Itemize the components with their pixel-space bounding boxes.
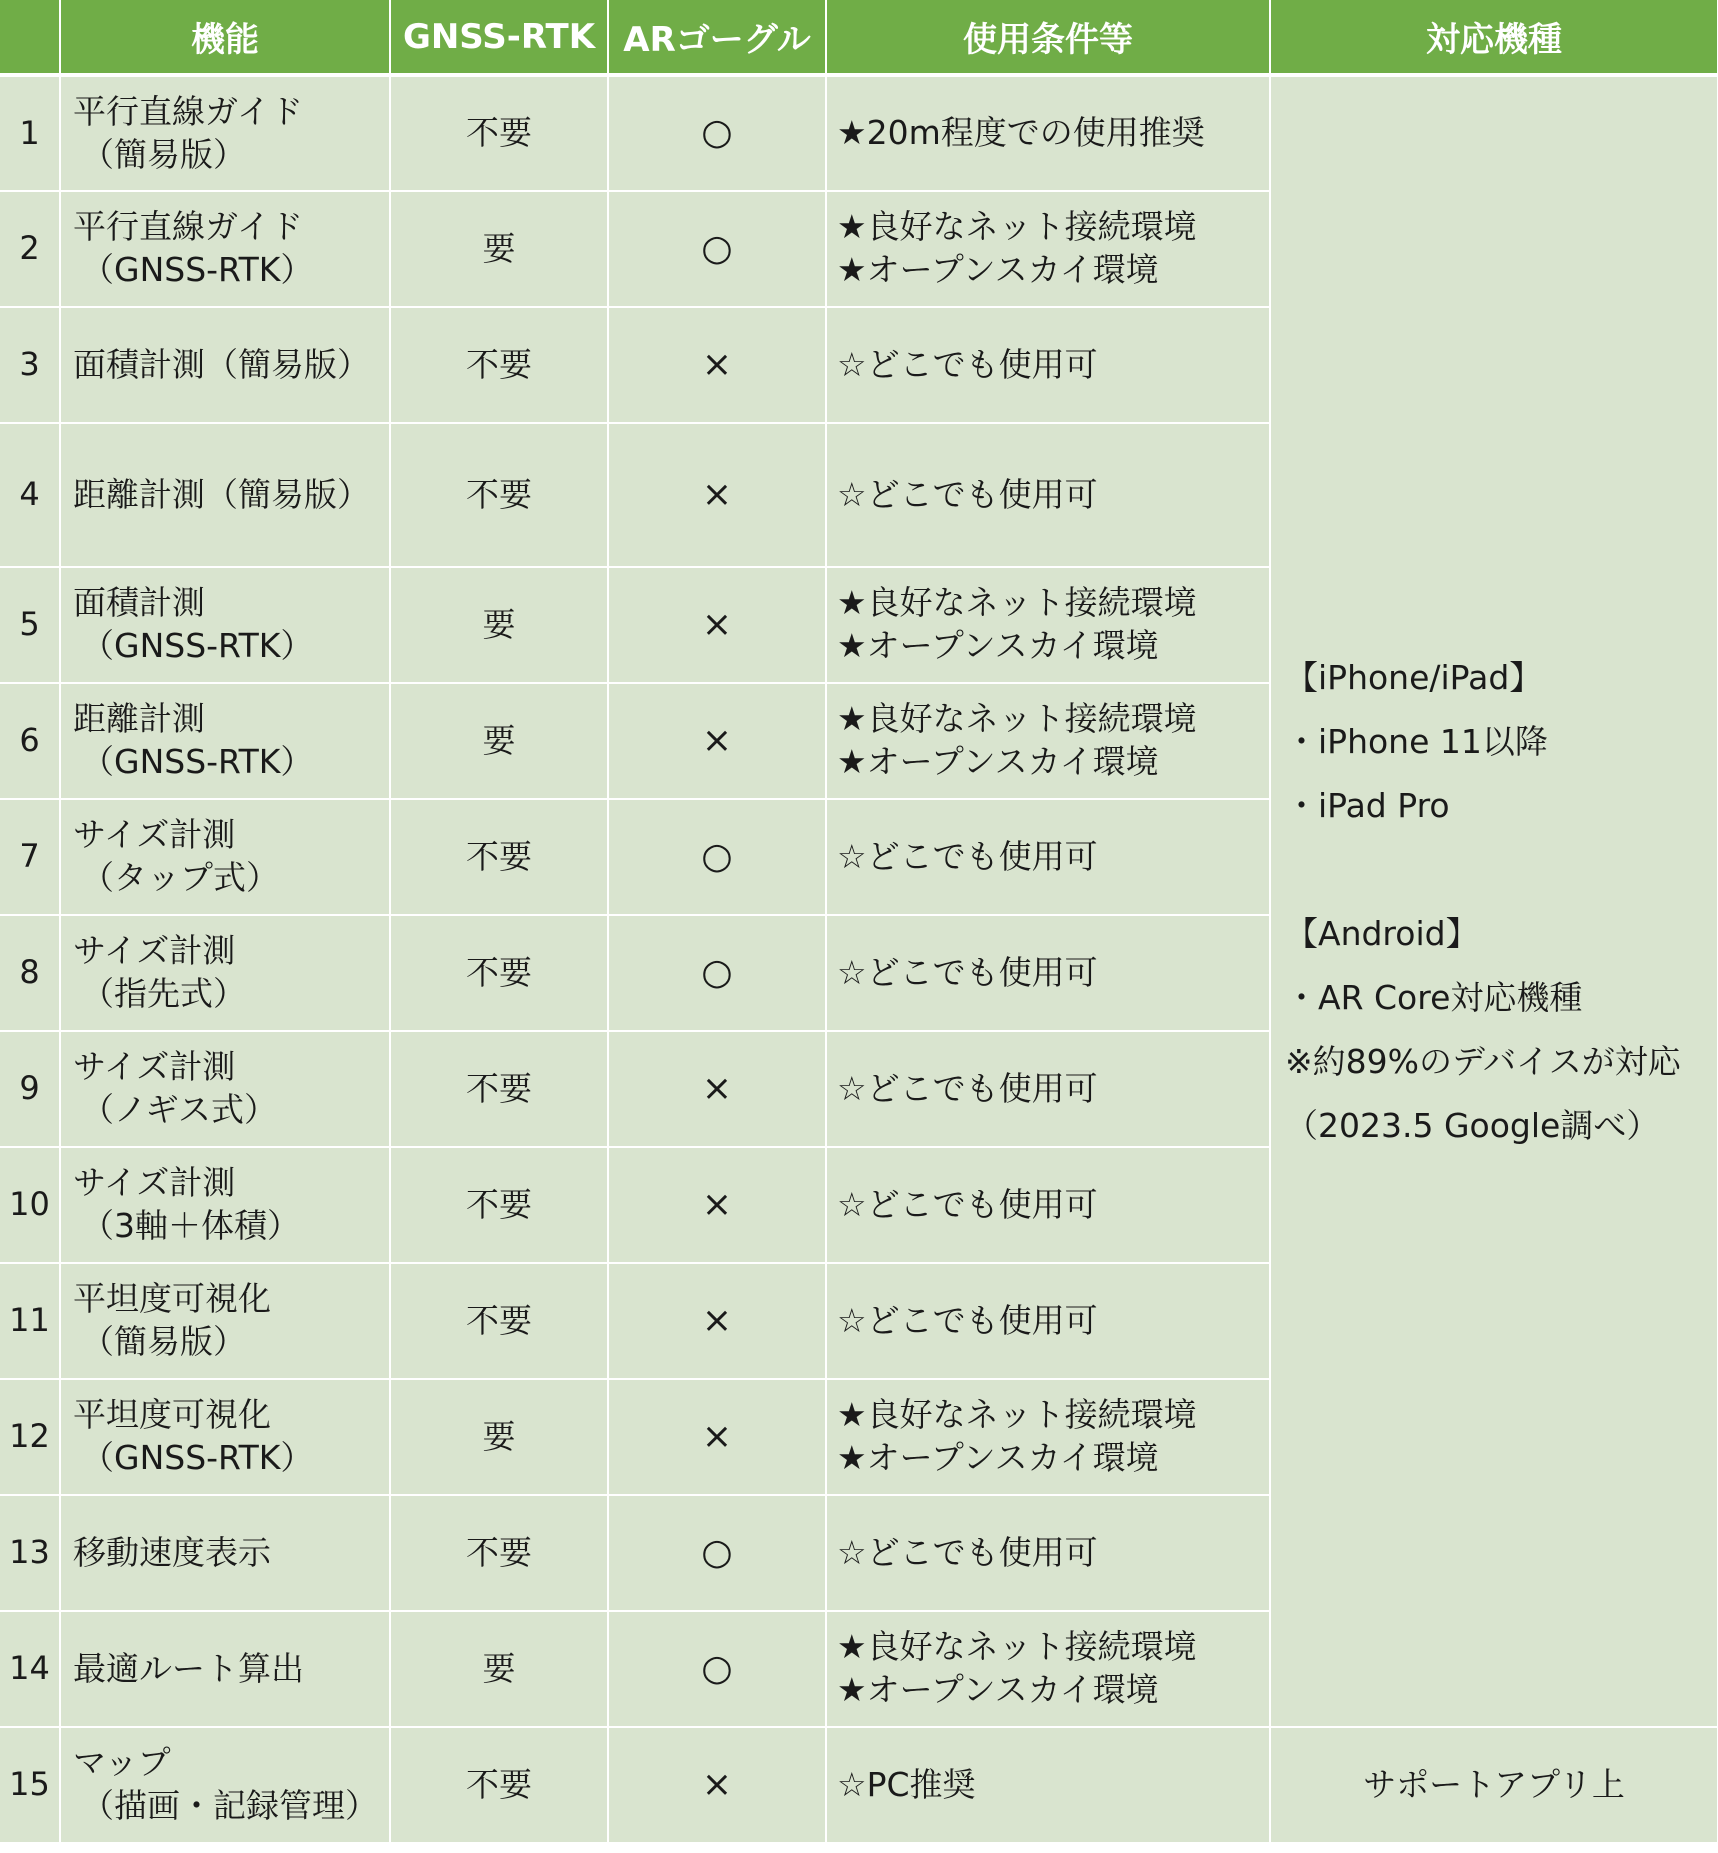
gnss-rtk-requirement: 不要 <box>390 915 608 1031</box>
condition-line: ★良好なネット接続環境 <box>837 1627 1197 1667</box>
function-name-line: （タップ式） <box>81 858 279 897</box>
supported-models-cell <box>1270 75 1718 1727</box>
condition-line: ☆どこでも使用可 <box>837 952 1098 992</box>
function-cell <box>60 1727 390 1843</box>
row-number: 9 <box>0 1031 60 1147</box>
ar-goggles-support: × <box>608 1147 826 1263</box>
usage-conditions <box>826 1727 1270 1843</box>
function-name-line: 平坦度可視化 <box>73 1395 271 1435</box>
ar-goggles-support: × <box>608 307 826 423</box>
header-gnss-rtk: GNSS-RTK <box>390 0 608 75</box>
function-name-line: 平行直線ガイド <box>73 91 304 131</box>
function-cell <box>60 423 390 567</box>
gnss-rtk-requirement: 要 <box>390 683 608 799</box>
gnss-rtk-requirement: 不要 <box>390 307 608 423</box>
header-row <box>0 0 1718 75</box>
function-name-line: （指先式） <box>81 974 246 1013</box>
ar-goggles-support: ○ <box>608 1495 826 1611</box>
function-cell <box>60 1379 390 1495</box>
gnss-rtk-requirement: 要 <box>390 1611 608 1727</box>
ar-goggles-support: × <box>608 1263 826 1379</box>
condition-line: ☆どこでも使用可 <box>837 344 1098 384</box>
condition-line: ☆どこでも使用可 <box>837 1300 1098 1340</box>
function-name-line: 移動速度表示 <box>73 1532 271 1572</box>
function-name-line: （簡易版） <box>81 134 246 174</box>
function-cell <box>60 1495 390 1611</box>
row-number: 13 <box>0 1495 60 1611</box>
row-number: 8 <box>0 915 60 1031</box>
ar-goggles-support: × <box>608 1031 826 1147</box>
gnss-rtk-requirement: 不要 <box>390 423 608 567</box>
condition-line: ★オープンスカイ環境 <box>837 742 1159 781</box>
row-number: 14 <box>0 1611 60 1727</box>
table-row <box>0 75 1718 191</box>
function-name-line: サイズ計測 <box>73 815 236 855</box>
function-name-line: 最適ルート算出 <box>73 1648 304 1688</box>
supported-model-line: ・AR Core対応機種 <box>1285 977 1583 1017</box>
usage-conditions <box>826 423 1270 567</box>
usage-conditions <box>826 683 1270 799</box>
function-name-line: サイズ計測 <box>73 1163 236 1203</box>
function-cell <box>60 799 390 915</box>
condition-line: ★良好なネット接続環境 <box>837 583 1197 623</box>
function-cell <box>60 1263 390 1379</box>
ar-goggles-support: ○ <box>608 915 826 1031</box>
header-conditions: 使用条件等 <box>826 0 1270 75</box>
supported-model-line: ※約89%のデバイスが対応 <box>1285 1041 1681 1081</box>
support-app-note: サポートアプリ上 <box>1270 1727 1718 1843</box>
condition-line: ★良好なネット接続環境 <box>837 1395 1197 1435</box>
function-name-line: （GNSS-RTK） <box>81 250 314 289</box>
header-ar-goggles: ARゴーグル <box>608 0 826 75</box>
condition-line: ★良好なネット接続環境 <box>837 207 1197 247</box>
supported-model-line: 【iPhone/iPad】 <box>1285 657 1543 697</box>
row-number: 5 <box>0 567 60 683</box>
usage-conditions <box>826 567 1270 683</box>
usage-conditions <box>826 915 1270 1031</box>
condition-line: ★オープンスカイ環境 <box>837 1670 1159 1709</box>
row-number: 1 <box>0 75 60 191</box>
ar-goggles-support: × <box>608 567 826 683</box>
condition-line: ☆どこでも使用可 <box>837 1184 1098 1224</box>
row-number: 6 <box>0 683 60 799</box>
function-cell <box>60 1031 390 1147</box>
supported-model-line: ・iPhone 11以降 <box>1285 721 1548 761</box>
ar-goggles-support: × <box>608 1379 826 1495</box>
condition-line: ☆どこでも使用可 <box>837 474 1098 514</box>
function-cell <box>60 1147 390 1263</box>
function-name-line: 面積計測 <box>73 583 205 623</box>
function-cell <box>60 567 390 683</box>
usage-conditions <box>826 1379 1270 1495</box>
function-cell <box>60 191 390 307</box>
function-name-line: サイズ計測 <box>73 1047 236 1087</box>
function-name-line: （GNSS-RTK） <box>81 626 314 665</box>
header-number <box>0 0 60 75</box>
usage-conditions <box>826 191 1270 307</box>
condition-line: ☆どこでも使用可 <box>837 836 1098 876</box>
supported-model-line: 【Android】 <box>1285 913 1479 953</box>
gnss-rtk-requirement: 要 <box>390 1379 608 1495</box>
usage-conditions <box>826 1263 1270 1379</box>
usage-conditions <box>826 1031 1270 1147</box>
supported-model-line: ・iPad Pro <box>1285 785 1450 825</box>
function-name-line: サイズ計測 <box>73 931 236 971</box>
condition-line: ★オープンスカイ環境 <box>837 626 1159 665</box>
ar-goggles-support: × <box>608 683 826 799</box>
usage-conditions <box>826 799 1270 915</box>
ar-goggles-support: ○ <box>608 75 826 191</box>
row-number: 3 <box>0 307 60 423</box>
condition-line: ★良好なネット接続環境 <box>837 699 1197 739</box>
function-name-line: 距離計測 <box>73 699 205 739</box>
table-row <box>0 1727 1718 1843</box>
function-name-line: （ノギス式） <box>81 1090 278 1129</box>
usage-conditions <box>826 1495 1270 1611</box>
gnss-rtk-requirement: 不要 <box>390 75 608 191</box>
function-name-line: 面積計測（簡易版） <box>73 344 370 384</box>
function-name-line: （GNSS-RTK） <box>81 1438 314 1477</box>
ar-goggles-support: × <box>608 1727 826 1843</box>
usage-conditions <box>826 75 1270 191</box>
condition-line: ☆PC推奨 <box>837 1764 976 1804</box>
row-number: 2 <box>0 191 60 307</box>
row-number: 7 <box>0 799 60 915</box>
function-name-line: 距離計測（簡易版） <box>73 474 370 514</box>
models-spacer <box>1285 838 1717 902</box>
condition-line: ★20m程度での使用推奨 <box>837 113 1205 153</box>
condition-line: ★オープンスカイ環境 <box>837 250 1159 289</box>
header-supported-models: 対応機種 <box>1270 0 1718 75</box>
condition-line: ☆どこでも使用可 <box>837 1068 1098 1108</box>
condition-line: ☆どこでも使用可 <box>837 1532 1098 1572</box>
gnss-rtk-requirement: 不要 <box>390 1727 608 1843</box>
supported-model-line: （2023.5 Google調べ） <box>1285 1105 1660 1145</box>
gnss-rtk-requirement: 不要 <box>390 1263 608 1379</box>
row-number: 12 <box>0 1379 60 1495</box>
ar-goggles-support: ○ <box>608 799 826 915</box>
usage-conditions <box>826 307 1270 423</box>
function-name-line: （GNSS-RTK） <box>81 742 314 781</box>
function-cell <box>60 1611 390 1727</box>
function-name-line: （簡易版） <box>81 1322 246 1361</box>
gnss-rtk-requirement: 不要 <box>390 1147 608 1263</box>
gnss-rtk-requirement: 不要 <box>390 1031 608 1147</box>
condition-line: ★オープンスカイ環境 <box>837 1438 1159 1477</box>
function-name-line: （描画・記録管理） <box>81 1786 378 1825</box>
usage-conditions <box>826 1611 1270 1727</box>
function-cell <box>60 75 390 191</box>
row-number: 15 <box>0 1727 60 1843</box>
function-cell <box>60 915 390 1031</box>
ar-goggles-support: ○ <box>608 191 826 307</box>
ar-goggles-support: × <box>608 423 826 567</box>
gnss-rtk-requirement: 不要 <box>390 1495 608 1611</box>
function-cell <box>60 683 390 799</box>
function-name-line: 平行直線ガイド <box>73 207 304 247</box>
function-name-line: 平坦度可視化 <box>73 1279 271 1319</box>
ar-goggles-support: ○ <box>608 1611 826 1727</box>
gnss-rtk-requirement: 要 <box>390 191 608 307</box>
row-number: 4 <box>0 423 60 567</box>
gnss-rtk-requirement: 要 <box>390 567 608 683</box>
gnss-rtk-requirement: 不要 <box>390 799 608 915</box>
function-cell <box>60 307 390 423</box>
row-number: 11 <box>0 1263 60 1379</box>
row-number: 10 <box>0 1147 60 1263</box>
function-name-line: （3軸＋体積） <box>81 1206 300 1245</box>
header-function: 機能 <box>60 0 390 75</box>
usage-conditions <box>826 1147 1270 1263</box>
function-name-line: マップ <box>73 1743 171 1783</box>
